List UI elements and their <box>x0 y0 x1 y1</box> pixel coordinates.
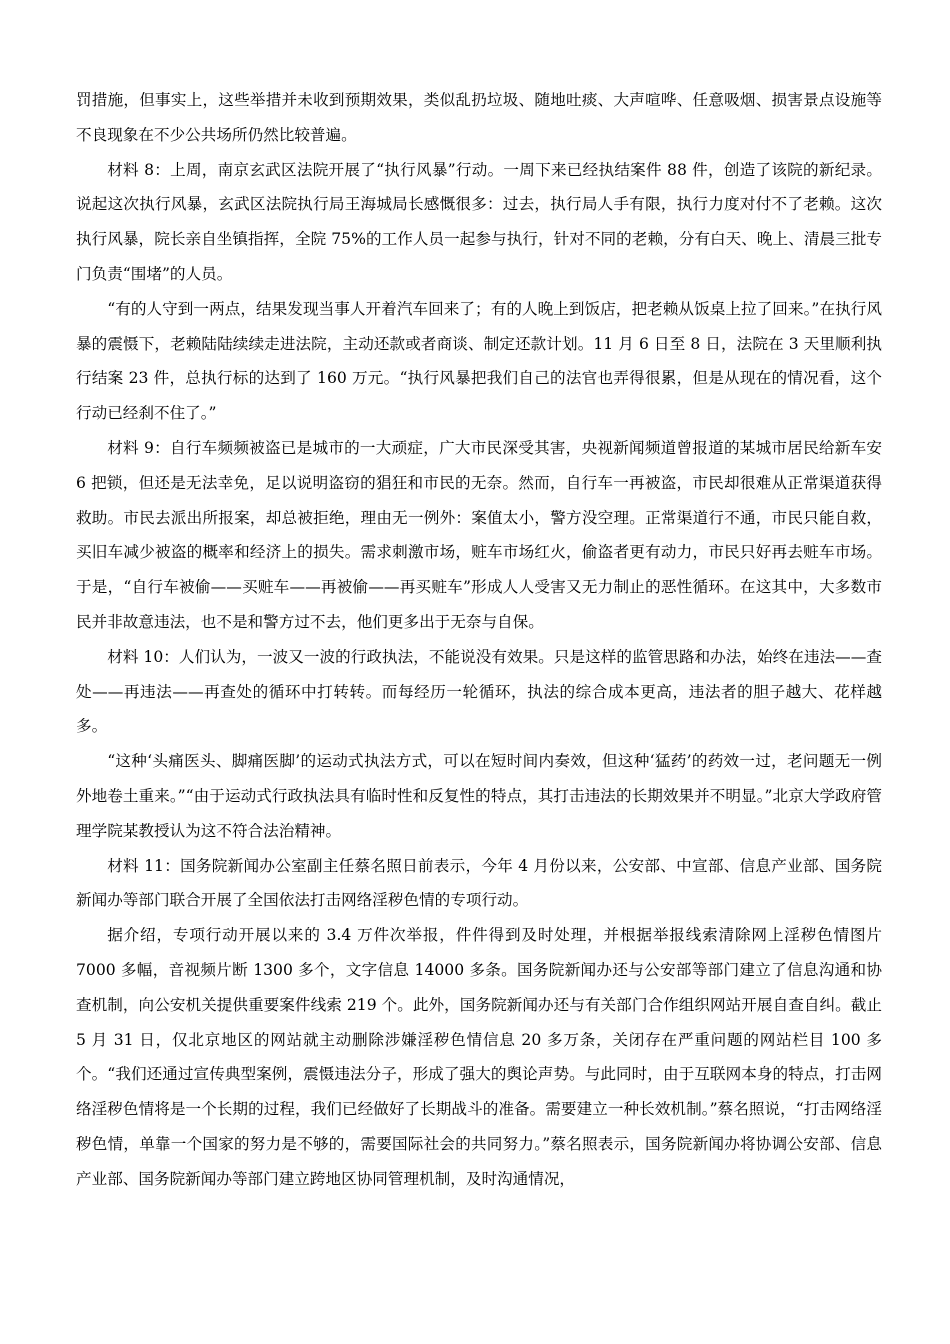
paragraph-material-11-detail: 据介绍，专项行动开展以来的 3.4 万件次举报，件件得到及时处理，并根据举报线索清除网上淫秽色情图片 7000 多幅，音视频片断 1300 多个，文字信息 14000 多条。国务院新闻办还与公安部等部门建立了信息沟通和协查机制，向公安机关提供重要案件线索 219 个。此外，国务院新闻办还与有关部门合作组织网站开展自查自纠。截止 5 月 31 日，仅北京地区的网站就主动删除涉嫌淫秽色情信息 20 多万条，关闭存在严重问题的网站栏目 100 多个。“我们还通过宣传典型案例，震慑违法分子，形成了强大的舆论声势。与此同时，由于互联网本身的特点，打击网络淫秽色情将是一个长期的过程，我们已经做好了长期战斗的准备。需要建立一种长效机制。”蔡名照说，“打击网络淫秽色情，单靠一个国家的努力是不够的，需要国际社会的共同努力。”蔡名照表示，国务院新闻办将协调公安部、信息产业部、国务院新闻办等部门建立跨地区协同管理机制，及时沟通情况， <box>76 926 882 1188</box>
paragraph-material-11: 材料 11：国务院新闻办公室副主任蔡名照日前表示，今年 4 月份以来，公安部、中宣部、信息产业部、国务院新闻办等部门联合开展了全国依法打击网络淫秽色情的专项行动。 <box>76 856 882 910</box>
paragraph-material-10-quote: “这种‘头痛医头、脚痛医脚’的运动式执法方式，可以在短时间内奏效，但这种‘猛药’的药效一过，老问题无一例外地卷土重来。”“由于运动式行政执法具有临时性和反复性的特点，其打击违法的长期效果并不明显。”北京大学政府管理学院某教授认为这不符合法治精神。 <box>76 752 882 840</box>
paragraph-material-10: 材料 10：人们认为，一波又一波的行政执法，不能说没有效果。只是这样的监管思路和办法，始终在违法——查处——再违法——再查处的循环中打转转。而每经历一轮循环，执法的综合成本更高，违法者的胆子越大、花样越多。 <box>76 647 882 736</box>
paragraph-1: 罚措施，但事实上，这些举措并未收到预期效果，类似乱扔垃圾、随地吐痰、大声喧哗、任意吸烟、损害景点设施等不良现象在不少公共场所仍然比较普遍。 <box>76 91 882 144</box>
document-page <box>76 83 882 1197</box>
paragraph-material-8-quote: “有的人守到一两点，结果发现当事人开着汽车回来了；有的人晚上到饭店，把老赖从饭桌上拉了回来。”在执行风暴的震慑下，老赖陆陆续续走进法院，主动还款或者商谈、制定还款计划。11 月 6 日至 8 日，法院在 3 天里顺利执行结案 23 件，总执行标的达到了 160 万元。“执行风暴把我们自己的法官也弄得很累，但是从现在的情况看，这个行动已经刹不住了。” <box>76 299 882 423</box>
paragraph-material-8: 材料 8：上周，南京玄武区法院开展了“执行风暴”行动。一周下来已经执结案件 88 件，创造了该院的新纪录。说起这次执行风暴，玄武区法院执行局王海城局长感慨很多：过去，执行局人手有限，执行力度对付不了老赖。这次执行风暴，院长亲自坐镇指挥，全院 75%的工作人员一起参与执行，针对不同的老赖，分有白天、晚上、清晨三批专门负责“围堵”的人员。 <box>76 160 882 283</box>
paragraph-material-9: 材料 9：自行车频频被盗已是城市的一大顽症，广大市民深受其害，央视新闻频道曾报道的某城市居民给新车安 6 把锁，但还是无法幸免，足以说明盗窃的猖狂和市民的无奈。然而，自行车一再被盗，市民却很难从正常渠道获得救助。市民去派出所报案，却总被拒绝，理由无一例外：案值太小，警方没空理。正常渠道行不通，市民只能自救，买旧车减少被盗的概率和经济上的损失。需求刺激市场，赃车市场红火，偷盗者更有动力，市民只好再去赃车市场。于是，“自行车被偷——买赃车——再被偷——再买赃车”形成人人受害又无力制止的恶性循环。在这其中，大多数市民并非故意违法，也不是和警方过不去，他们更多出于无奈与自保。 <box>76 438 882 631</box>
